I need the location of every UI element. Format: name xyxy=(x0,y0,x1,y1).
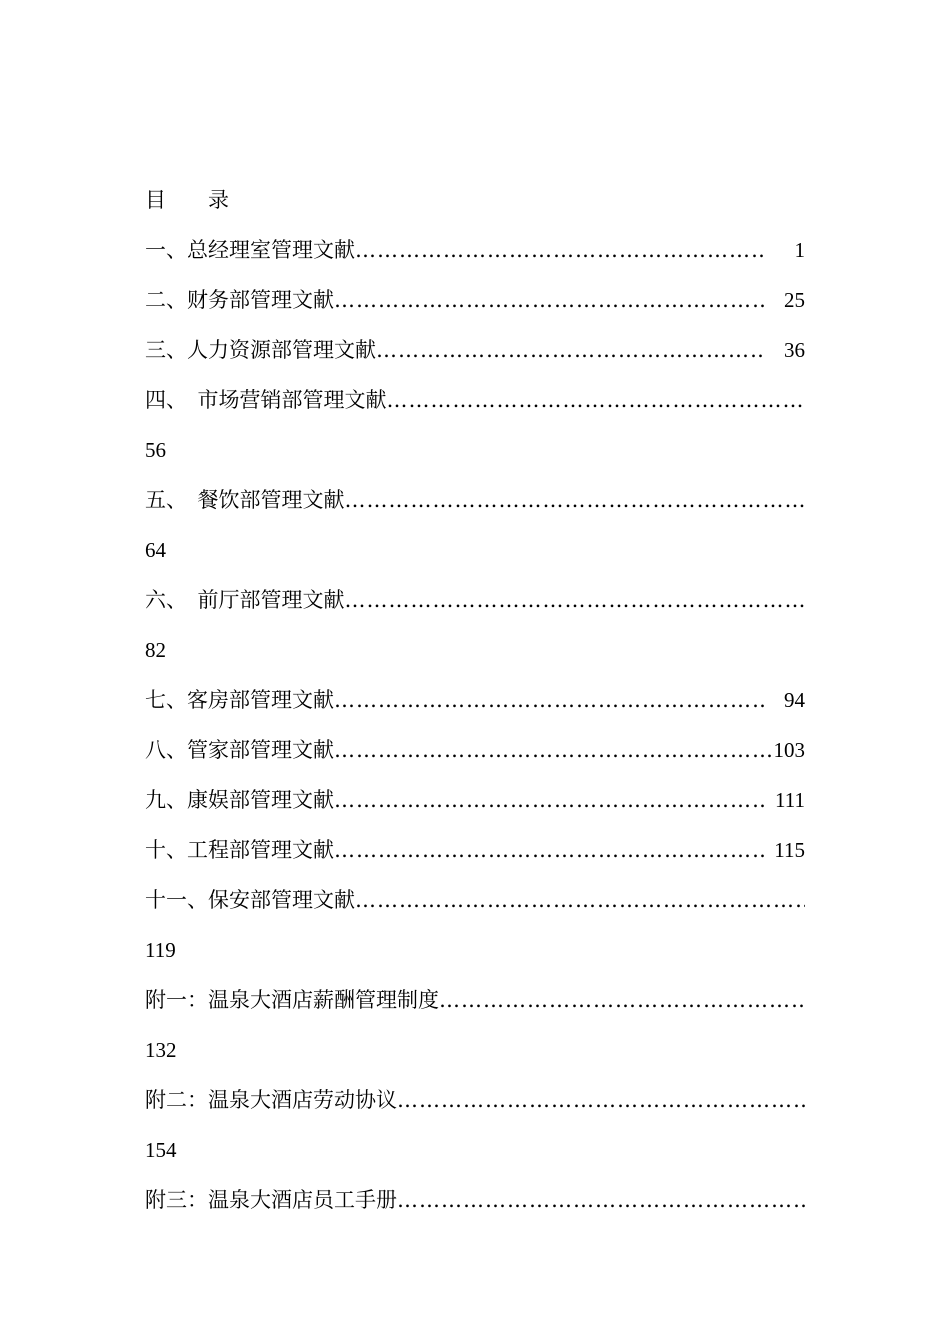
toc-entry xyxy=(145,485,805,515)
toc-leader-dots xyxy=(345,485,806,515)
toc-entry xyxy=(145,585,805,615)
toc-leader-dots xyxy=(397,1085,805,1115)
toc-entry-page: 119 xyxy=(145,938,176,962)
toc-leader-dots xyxy=(334,685,765,715)
toc-entry-page: 103 xyxy=(773,738,805,762)
toc-entry-page: 154 xyxy=(145,1138,177,1162)
toc-entry-label: 九、康娱部管理文献 xyxy=(145,788,334,812)
toc-entry xyxy=(145,335,805,365)
toc-entry-label: 七、客房部管理文献 xyxy=(145,688,334,712)
toc-entry-label: 二、财务部管理文献 xyxy=(145,288,334,312)
toc-entry-page: 132 xyxy=(145,1038,177,1062)
toc-entry-label: 三、人力资源部管理文献 xyxy=(145,338,376,362)
toc-entry xyxy=(145,1185,805,1215)
toc-entry xyxy=(145,1085,805,1115)
toc-entry xyxy=(145,785,805,815)
toc-entry-label: 五、 餐饮部管理文献 xyxy=(145,488,345,512)
toc-leader-dots xyxy=(355,235,765,265)
toc-leader-dots xyxy=(334,285,765,315)
toc-entry-label: 十一、保安部管理文献 xyxy=(145,888,355,912)
toc-leader-dots xyxy=(334,835,767,865)
toc-entry-page: 1 xyxy=(794,238,805,262)
toc-entry-page: 56 xyxy=(145,438,166,462)
toc-entry-page: 64 xyxy=(145,538,166,562)
toc-leader-dots xyxy=(345,585,806,615)
toc-leader-dots xyxy=(334,735,774,765)
toc-leader-dots xyxy=(397,1185,805,1215)
toc-entry-label: 四、 市场营销部管理文献 xyxy=(145,388,387,412)
toc-entry xyxy=(145,385,805,415)
toc-entry-label: 六、 前厅部管理文献 xyxy=(145,588,345,612)
toc-entry-label: 八、管家部管理文献 xyxy=(145,738,334,762)
toc-entry xyxy=(145,985,805,1015)
toc-leader-dots xyxy=(439,985,805,1015)
toc-entry xyxy=(145,235,805,265)
toc-leader-dots xyxy=(387,385,806,415)
toc-entry xyxy=(145,735,805,765)
toc-entry-page: 25 xyxy=(784,288,805,312)
toc-entry-page: 94 xyxy=(784,688,805,712)
toc-entry-page: 36 xyxy=(784,338,805,362)
toc-entry-label: 附三：温泉大酒店员工手册 xyxy=(145,1188,397,1212)
toc-entry-label: 附一：温泉大酒店薪酬管理制度 xyxy=(145,988,439,1012)
toc-entry xyxy=(145,285,805,315)
toc-leader-dots xyxy=(355,885,805,915)
toc-entry xyxy=(145,685,805,715)
toc-entry-page: 115 xyxy=(774,838,805,862)
toc-entry xyxy=(145,835,805,865)
toc-leader-dots xyxy=(376,335,765,365)
toc-entry-page: 82 xyxy=(145,638,166,662)
toc-entry-label: 一、总经理室管理文献 xyxy=(145,238,355,262)
toc-entry-page: 111 xyxy=(775,788,805,812)
toc-entry-label: 附二：温泉大酒店劳动协议 xyxy=(145,1088,397,1112)
toc-entry xyxy=(145,885,805,915)
toc-heading: 目 录 xyxy=(145,188,229,212)
toc-leader-dots xyxy=(334,785,767,815)
toc-entry-label: 十、工程部管理文献 xyxy=(145,838,334,862)
